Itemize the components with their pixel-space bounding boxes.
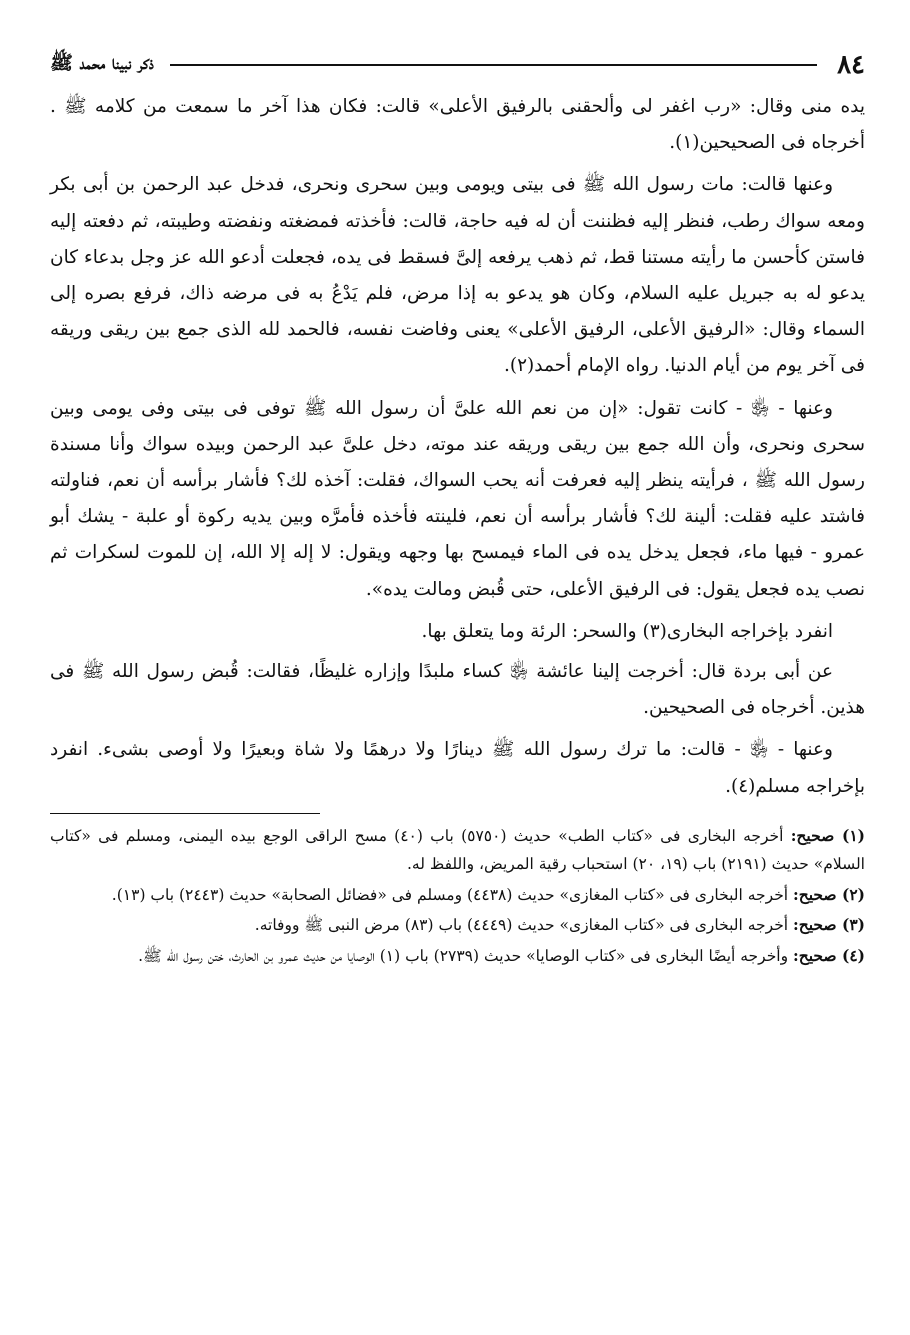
page-header	[50, 45, 865, 85]
paragraph-4: انفرد بإخراجه البخارى(٣) والسحر: الرئة وما يتعلق بها.	[421, 620, 833, 642]
footnote-1	[50, 822, 865, 879]
footnote-text: أخرجه البخارى فى «كتاب المغازى» حديث (٤٤٣٨) ومسلم فى «فضائل الصحابة» حديث (٢٤٤٣) باب (١٣).	[111, 885, 789, 904]
footnote-tag: (٤) صحيح:	[793, 945, 865, 965]
footnote-text: وأخرجه أيضًا البخارى فى «كتاب الوصايا» حديث (٢٧٣٩) باب (١) الوصايا من حديث عمرو بن الحارث، ختن رسول الله ﷺ.	[138, 946, 789, 965]
footnote-separator	[50, 813, 320, 814]
main-text	[50, 89, 865, 805]
footnote-tag: (١) صحيح:	[790, 825, 866, 845]
footnote-text: أخرجه البخارى فى «كتاب المغازى» حديث (٤٤٤٩) باب (٨٣) مرض النبى ﷺ ووفاته.	[254, 916, 789, 935]
footnotes	[50, 822, 865, 971]
paragraph-3: وعنها - ﵂ - كانت تقول: «إن من نعم الله علىَّ أن رسول الله ﷺ توفى فى بيتى وفى يومى وبين سحرى ونحرى، وأن الله جمع بين ريقى وريقه عند موته، دخل علىَّ عبد الرحمن وبيده سواك وأنا مسندة رسول الله ﷺ ، فرأيته ينظر إليه فعرفت أنه يحب السواك، فقلت: آخذه لك؟ فأشار برأسه أن نعم، فناولته فاشتد عليه فقلت: ألينة لك؟ فأشار برأسه أن نعم، فلينته فأخذه فأمرَّه وبين يديه ركوة أو علبة - يشك أبو عمرو - فيها ماء، فجعل يدخل يده فى الماء فيمسح بها وجهه ويقول: لا إله إلا الله، إن للموت لسكرات ثم نصب يده فجعل يقول: فى الرفيق الأعلى، حتى قُبض ومالت يده».	[50, 397, 865, 600]
footnote-3	[50, 911, 865, 940]
document-page	[50, 45, 865, 972]
footnote-text: أخرجه البخارى فى «كتاب الطب» حديث (٥٧٥٠) باب (٤٠) مسح الراقى الوجع بيده اليمنى، ومسلم فى «كتاب السلام» حديث (٢١٩١) باب (١٩، ٢٠) استحباب رقية المريض، واللفظ له.	[50, 826, 865, 874]
footnote-tag: (٣) صحيح:	[793, 915, 865, 935]
paragraph-2: وعنها قالت: مات رسول الله ﷺ فى بيتى ويومى وبين سحرى ونحرى، فدخل عبد الرحمن بن أبى بكر ومعه سواك رطب، فنظر إليه فظننت أن له فيه حاجة، قالت: فأخذته فمضغته ونفضته وطيبته، ثم دفعته إليه فاستن كأحسن ما رأيته مستنا قط، ثم ذهب يرفعه إلىَّ فسقط فى يده، فجعلت أدعو الله عز وجل بدعاء كان يدعو له به جبريل عليه السلام، وكان هو يدعو به إذا مرض، فلم يَدْعُ به فى مرضه ذاك، فرفع بصره إلى السماء وقال: «الرفيق الأعلى، الرفيق الأعلى» يعنى وفاضت نفسه، فالحمد لله الذى جمع بين ريقى وريقه فى آخر يوم من أيام الدنيا. رواه الإمام أحمد(٢).	[50, 174, 865, 377]
paragraph-5: عن أبى بردة قال: أخرجت إلينا عائشة ﵂ كساء ملبدًا وإزاره غليظًا، فقالت: قُبض رسول الله ﷺ فى هذين. أخرجاه فى الصحيحين.	[50, 661, 865, 719]
footnote-2	[50, 881, 865, 910]
page-number: ٨٤	[837, 50, 865, 80]
running-title: ذكر نبينا محمد ﷺ	[50, 52, 154, 74]
paragraph-6: وعنها - ﵂ - قالت: ما ترك رسول الله ﷺ دينارًا ولا درهمًا ولا شاة وبعيرًا ولا أوصى بشىء. انفرد بإخراجه مسلم(٤).	[50, 739, 865, 797]
footnote-tag: (٢) صحيح:	[793, 884, 865, 904]
header-rule	[170, 64, 817, 66]
footnote-4	[50, 942, 865, 971]
paragraph-1: يده منى وقال: «رب اغفر لى وألحقنى بالرفيق الأعلى» قالت: فكان هذا آخر ما سمعت من كلامه ﷺ . أخرجاه فى الصحيحين(١).	[50, 96, 865, 154]
